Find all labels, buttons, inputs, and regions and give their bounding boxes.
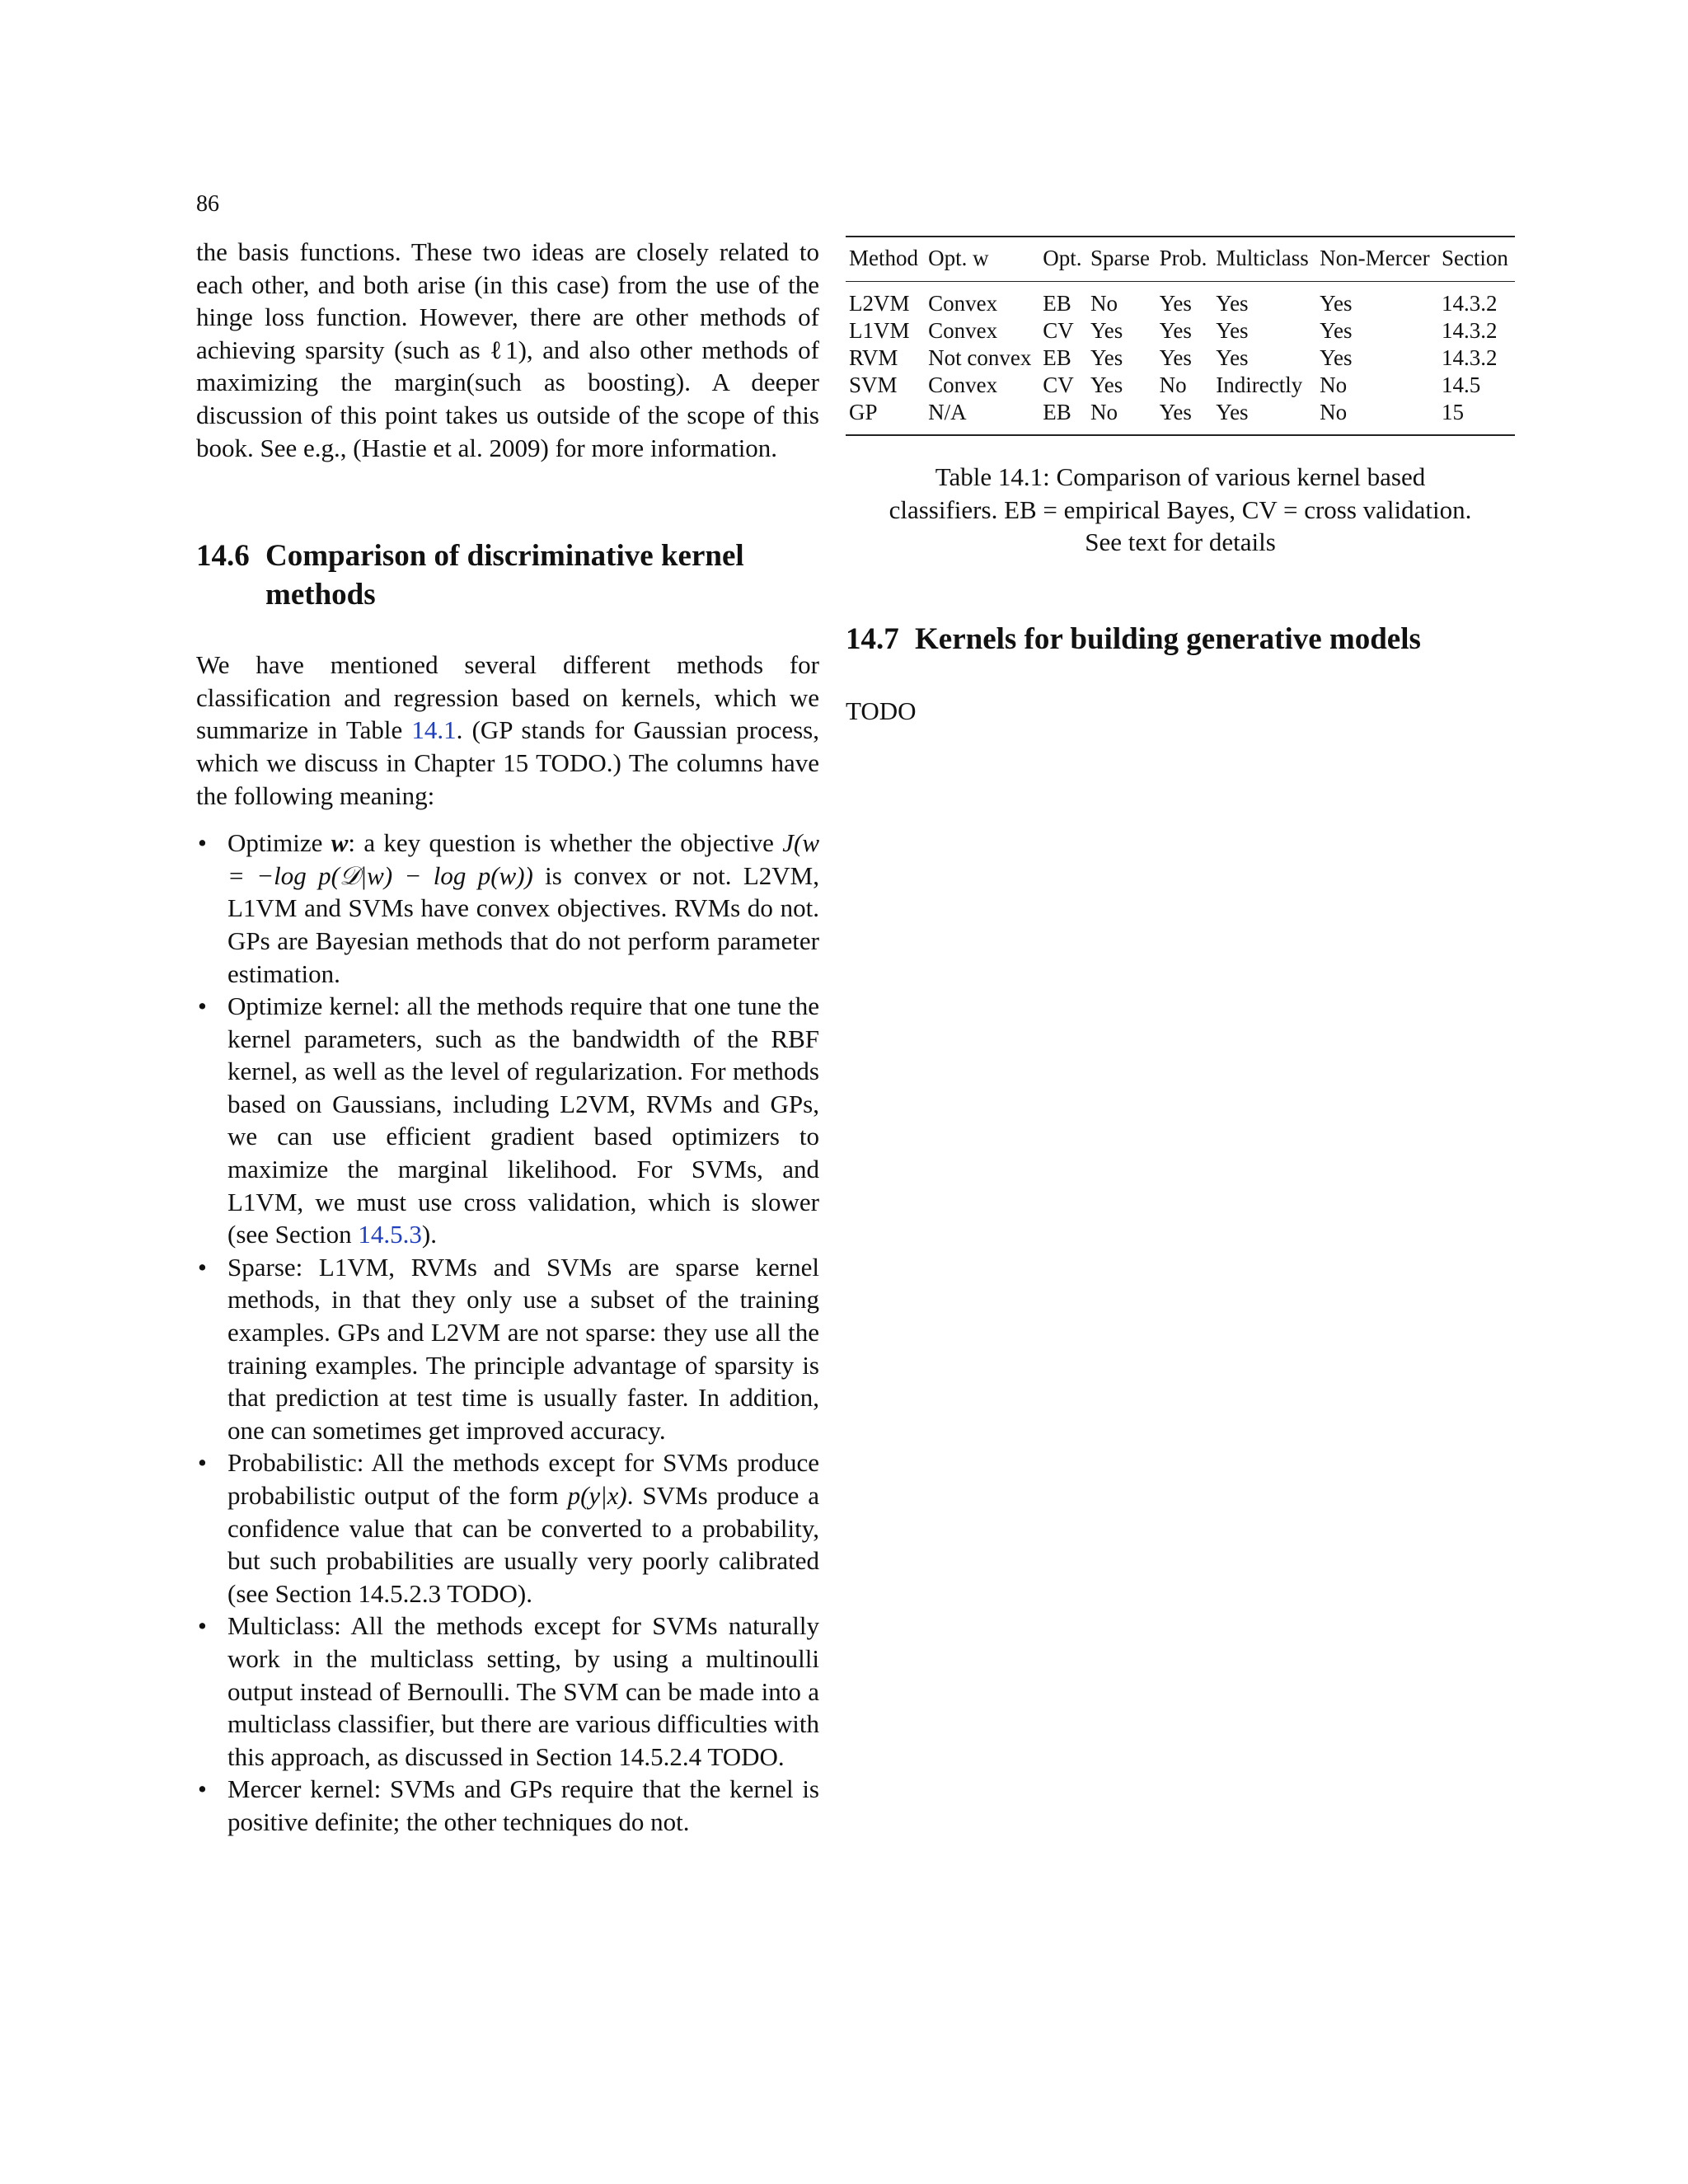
table-cell: 14.3.2 [1441, 318, 1498, 343]
table-caption [846, 461, 1515, 559]
table-cell: Yes [1159, 400, 1192, 424]
table-cell: Yes [1090, 345, 1123, 370]
section-number: 14.6 [196, 539, 250, 574]
table-cell: EB [1043, 345, 1071, 370]
column-meaning-list [196, 827, 819, 1838]
table-cell: Yes [1216, 318, 1249, 343]
caption-line: classifiers. EB = empirical Bayes, CV = cross validation. [889, 494, 1472, 524]
table-cell: EB [1043, 291, 1071, 316]
para-text-before: We have mentioned several different methods for classification and regression based on kernels, which we summarize in Table [196, 650, 819, 745]
table-cell: Convex [928, 373, 998, 397]
section-title-line1: Comparison of discriminative kernel [265, 539, 744, 574]
list-item-optimize-w [196, 827, 819, 990]
header-multiclass: Multiclass [1212, 237, 1316, 282]
table-cell: Yes [1090, 318, 1123, 343]
math-w: w [331, 828, 349, 858]
table-cell: No [1320, 373, 1348, 397]
table-cell: Yes [1320, 345, 1353, 370]
section-title: Kernels for building generative models [915, 621, 1421, 656]
table-cell: 14.5 [1441, 373, 1481, 397]
table-cell: EB [1043, 400, 1071, 424]
header-opt: Opt. [1039, 237, 1087, 282]
table-cell: 14.3.2 [1441, 345, 1498, 370]
section-number: 14.7 [846, 621, 899, 656]
bullet-lead: Optimize [227, 828, 331, 858]
header-opt-w-text: Opt. w [928, 246, 989, 270]
table-cell: RVM [849, 345, 898, 370]
table-cell: Yes [1216, 400, 1249, 424]
table-cell: Convex [928, 318, 998, 343]
table-cell: L2VM [849, 291, 910, 316]
bullet-tail: is convex or not. L2VM, L1VM and SVMs have convex objectives. RVMs do not. GPs are Bayesian methods that do not perform parameter estimation. [227, 860, 819, 988]
section-body: TODO [846, 696, 917, 725]
comparison-table [846, 236, 1515, 436]
section-heading-14-7 [846, 620, 1515, 658]
table-cell: GP [849, 400, 878, 424]
bullet-lead: Probabilistic: All the methods except for SVMs produce probabilistic output of the form [227, 1448, 819, 1510]
section-title-line2: methods [265, 578, 376, 612]
header-non-mercer: Non-Mercer [1316, 237, 1438, 282]
page-number: 86 [196, 191, 219, 217]
table-cell: Yes [1159, 318, 1192, 343]
bullet-tail: . SVMs produce a confidence value that can be converted to a probability, but such probabilities are usually very poorly calibrated (see Section 14.5.2.3 TODO). [227, 1481, 819, 1608]
bullet-tail: ). [421, 1220, 437, 1249]
table-row [846, 399, 1515, 435]
table-cell: No [1090, 291, 1118, 316]
prob-formula: p(y|x) [567, 1481, 627, 1510]
table-row [846, 372, 1515, 399]
table-cell: SVM [849, 373, 898, 397]
list-item-mercer: • Mercer kernel: SVMs and GPs require that the kernel is positive definite; the other techniques do not. [196, 1773, 819, 1838]
list-item-multiclass: • Multiclass: All the methods except for SVMs naturally work in the multiclass setting, by using a multinoulli output instead of Bernoulli. The SVM can be made into a multiclass classifier, but there are various difficulties with this approach, as discussed in Section 14.5.2.4 TODO. [196, 1610, 819, 1773]
table-cell: Yes [1320, 318, 1353, 343]
header-prob: Prob. [1156, 237, 1213, 282]
table-cell: No [1159, 373, 1187, 397]
table-cell: L1VM [849, 318, 910, 343]
header-opt-w [925, 237, 1039, 282]
table-row [846, 282, 1515, 318]
table-header-row [846, 237, 1515, 282]
table-cell: CV [1043, 318, 1074, 343]
section-heading-14-6 [196, 537, 819, 614]
table-cell: 15 [1441, 400, 1464, 424]
table-cell: Indirectly [1216, 373, 1303, 397]
header-method: Method [846, 237, 925, 282]
objective-formula: J(w = −log p(𝒟|w) − log p(w)) [227, 828, 820, 890]
caption-line: Table 14.1: Comparison of various kernel based [935, 462, 1426, 491]
table-cell: Yes [1216, 291, 1249, 316]
intro-paragraph: the basis functions. These two ideas are closely related to each other, and both arise (in this case) from the use of the hinge loss function. However, there are other methods of achieving sparsity (such as ℓ1), and also other methods of maximizing the margin(such as boosting). A deeper discussion of this point takes us outside of the scope of this book. See e.g., (Hastie et al. 2009) for more information. [196, 237, 819, 462]
bullet-sep: : a key question is whether the objective [348, 828, 783, 858]
para-text-after: . (GP stands for Gaussian process, which we discuss in Chapter 15 TODO.) The columns have the following meaning: [196, 715, 819, 810]
bullet-text: Optimize kernel: all the methods require that one tune the kernel parameters, such as the bandwidth of the RBF kernel, as well as the level of regularization. For methods based on Gaussians, including L2VM, RVMs and GPs, we can use efficient gradient based optimizers to maximize the marginal likelihood. For SVMs, and L1VM, we must use cross validation, which is slower (see Section [227, 991, 819, 1249]
caption-line: See text for details [1085, 527, 1276, 557]
table-cell: CV [1043, 373, 1074, 397]
header-sparse: Sparse [1087, 237, 1156, 282]
table-cell: 14.3.2 [1441, 291, 1498, 316]
left-column [196, 236, 819, 1839]
table-ref-link[interactable]: 14.1 [411, 715, 457, 745]
right-column [846, 236, 1515, 727]
table-cell: No [1090, 400, 1118, 424]
section-ref-link[interactable]: 14.5.3 [358, 1220, 422, 1249]
table-row [846, 317, 1515, 344]
table-cell: Yes [1320, 291, 1353, 316]
table-cell: Not convex [928, 345, 1032, 370]
table-cell: Yes [1159, 291, 1192, 316]
table-cell: Yes [1159, 345, 1192, 370]
table-row [846, 344, 1515, 372]
table-cell: Yes [1090, 373, 1123, 397]
table-cell: Yes [1216, 345, 1249, 370]
list-item-sparse: • Sparse: L1VM, RVMs and SVMs are sparse kernel methods, in that they only use a subset of the training examples. GPs and L2VM are not sparse: they use all the training examples. The principle advantage of sparsity is that prediction at test time is usually faster. In addition, one can sometimes get improved accuracy. [196, 1251, 819, 1447]
list-item-optimize-kernel [196, 990, 819, 1251]
table-cell: N/A [928, 400, 967, 424]
table-cell: Convex [928, 291, 998, 316]
table-cell: No [1320, 400, 1348, 424]
header-section: Section [1438, 237, 1515, 282]
section-intro-paragraph [196, 649, 819, 812]
list-item-probabilistic [196, 1446, 819, 1610]
